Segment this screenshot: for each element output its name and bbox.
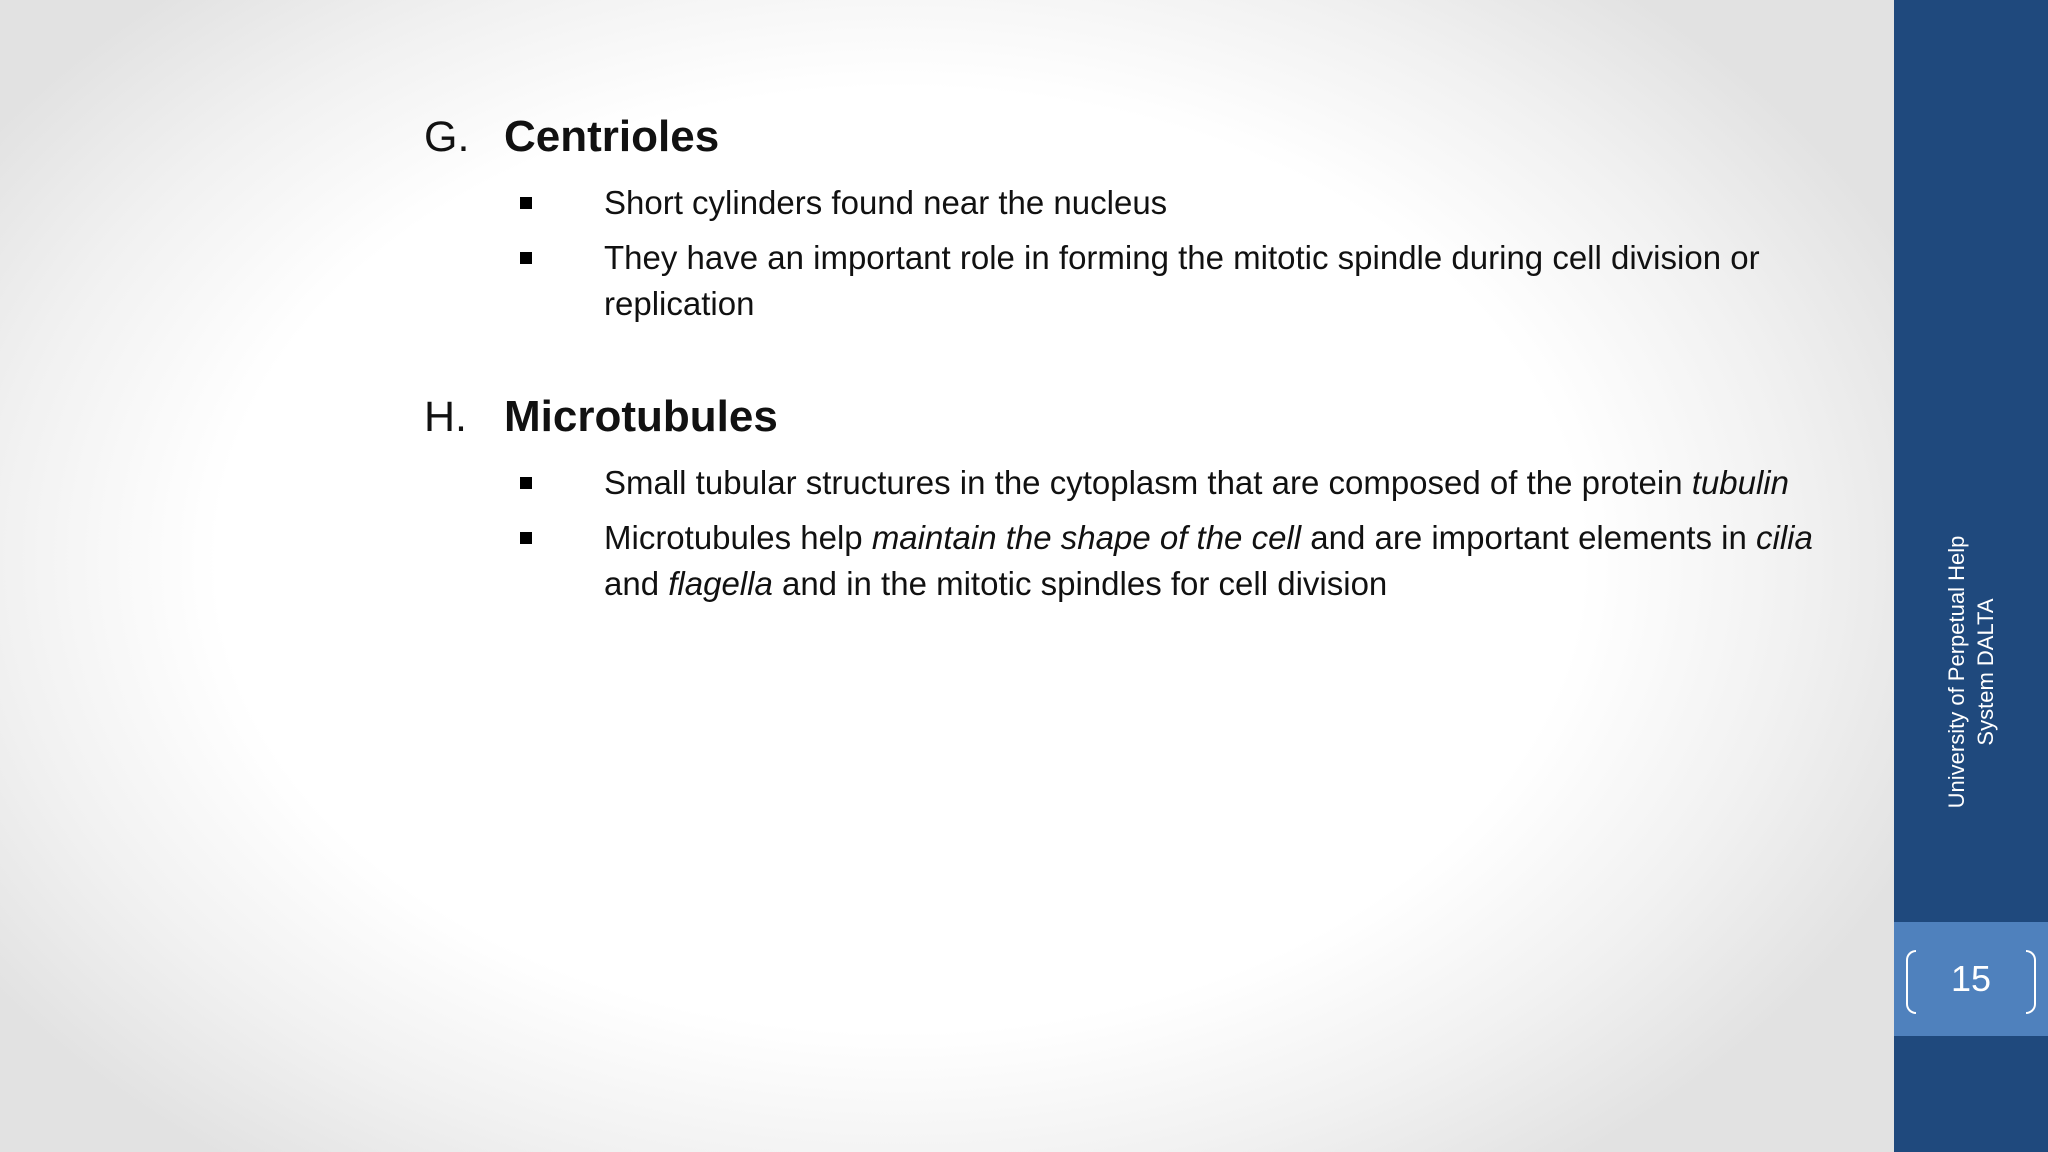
text-segment: Microtubules help — [604, 519, 872, 556]
bullet-item — [424, 515, 1824, 607]
italic-term: maintain the shape of the cell — [871, 519, 1302, 556]
square-bullet-icon — [520, 532, 532, 544]
square-bullet-icon — [520, 477, 532, 489]
section-title: Microtubules — [504, 392, 778, 441]
bullet-item — [424, 235, 1824, 327]
bullet-item — [424, 460, 1824, 506]
italic-term: flagella — [668, 565, 773, 602]
section-heading — [424, 392, 1824, 452]
square-bullet-icon — [520, 197, 532, 209]
italic-term: tubulin — [1691, 464, 1789, 501]
page-number: 15 — [1950, 958, 1992, 999]
slide-sidebar — [1894, 0, 2048, 1152]
bullet-text — [604, 464, 1789, 501]
square-bullet-icon — [520, 252, 532, 264]
bullet-text: Short cylinders found near the nucleus — [604, 184, 1168, 221]
page-number-box — [1894, 922, 2048, 1036]
bullet-list — [424, 460, 1824, 607]
section-centrioles — [424, 112, 1824, 336]
text-segment: and are important elements in — [1301, 519, 1757, 556]
text-segment: and — [604, 565, 669, 602]
bullet-list — [424, 180, 1824, 327]
organization-line: University of Perpetual Help — [1944, 535, 1969, 809]
bullet-text: They have an important role in forming the mitotic spindle during cell division or replication — [604, 239, 1760, 322]
italic-term: cilia — [1756, 519, 1813, 556]
section-letter: G. — [424, 113, 470, 161]
bullet-text — [604, 519, 1813, 602]
section-microtubules — [424, 392, 1824, 616]
organization-line: System DALTA — [1973, 598, 1998, 746]
bullet-item — [424, 180, 1824, 226]
text-segment: and in the mitotic spindles for cell division — [772, 565, 1388, 602]
section-heading — [424, 112, 1824, 172]
section-title: Centrioles — [504, 112, 720, 161]
section-letter: H. — [424, 393, 467, 441]
organization-label — [1942, 462, 2000, 882]
text-segment: Small tubular structures in the cytoplasm that are composed of the protein — [604, 464, 1692, 501]
